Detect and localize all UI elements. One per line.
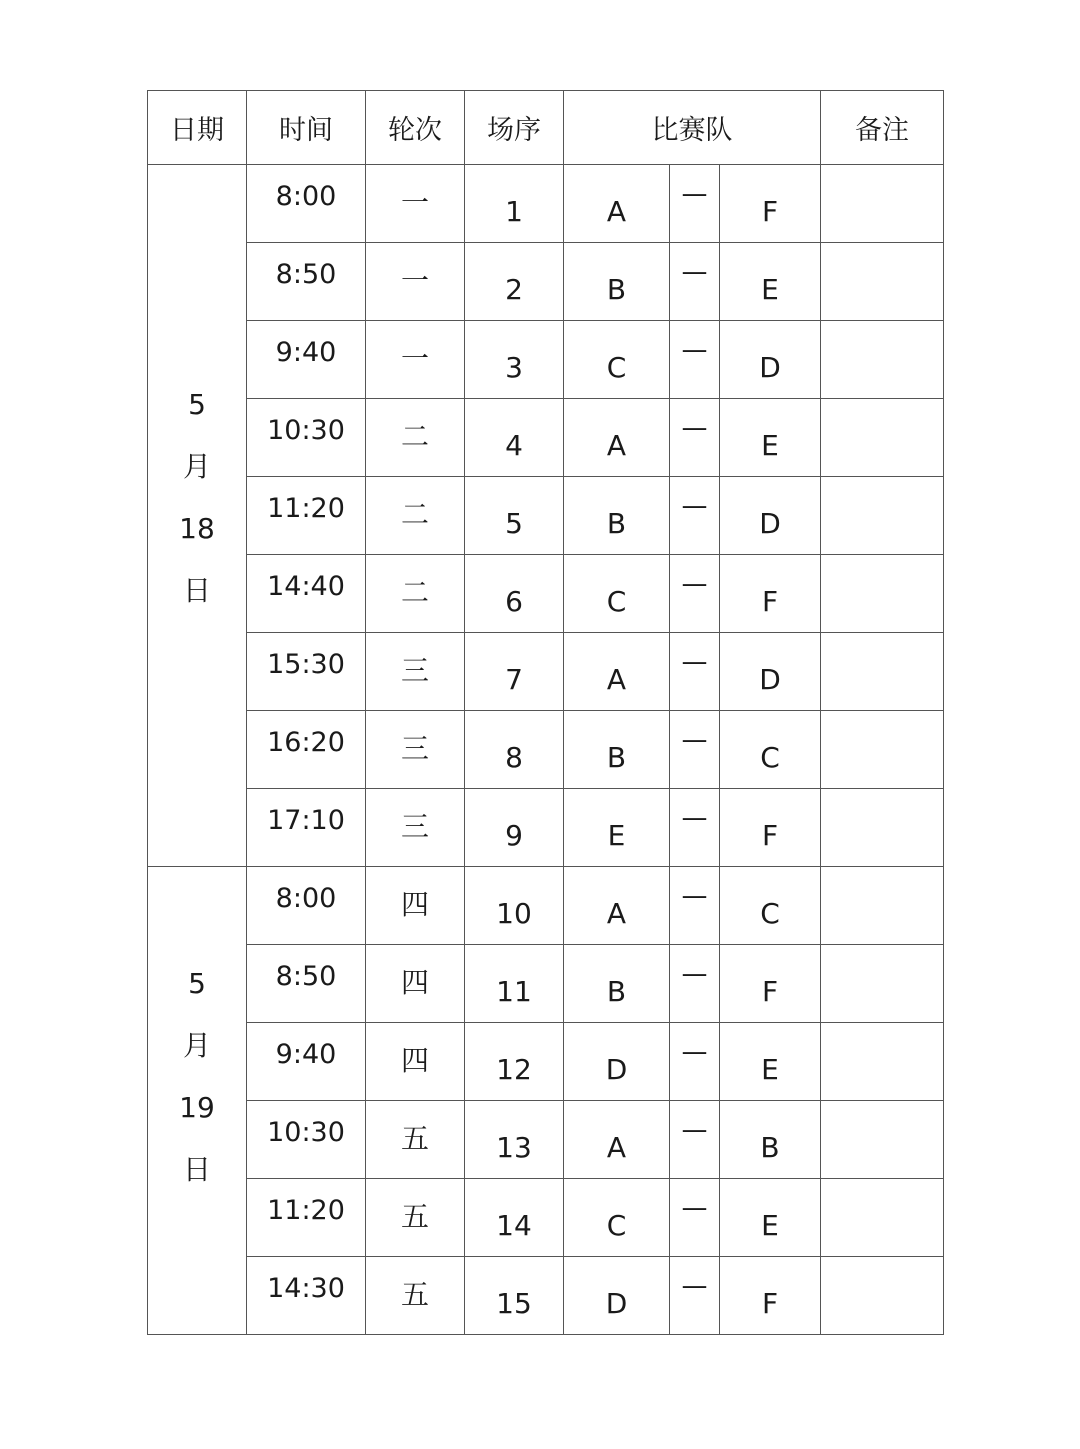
- time-cell: [247, 1101, 366, 1179]
- date-month: 5: [188, 966, 206, 1000]
- team-b-text: D: [759, 507, 781, 540]
- team-a-cell: [564, 945, 670, 1023]
- team-a-text: B: [606, 741, 627, 774]
- team-b-text: B: [760, 1131, 780, 1164]
- team-b-text: F: [761, 195, 779, 228]
- seq-text: 10: [496, 897, 532, 930]
- team-a-text: B: [606, 507, 627, 540]
- header-note: 备注: [821, 91, 944, 165]
- vs-dash-cell: [670, 477, 720, 555]
- seq-text: 7: [505, 663, 523, 696]
- table-row: [148, 1179, 944, 1257]
- time-text: 14:40: [267, 571, 345, 602]
- vs-dash-text: —: [681, 335, 708, 365]
- table-row: [148, 165, 944, 243]
- round-cell: [366, 633, 465, 711]
- date-day: 18: [179, 511, 215, 545]
- time-text: 8:00: [275, 181, 337, 212]
- time-text: 11:20: [267, 1195, 345, 1226]
- time-cell: [247, 321, 366, 399]
- round-text: 四: [400, 966, 429, 999]
- time-cell: [247, 867, 366, 945]
- team-b-cell: [720, 711, 821, 789]
- schedule-body: [148, 165, 944, 1335]
- team-b-cell: [720, 399, 821, 477]
- time-text: 11:20: [267, 493, 345, 524]
- vs-dash-cell: [670, 243, 720, 321]
- seq-cell: [465, 633, 564, 711]
- team-b-text: F: [761, 975, 779, 1008]
- date-month-char: 月: [182, 1028, 211, 1062]
- seq-text: 11: [496, 975, 532, 1008]
- time-cell: [247, 399, 366, 477]
- vs-dash-text: —: [681, 1115, 708, 1145]
- table-row: [148, 789, 944, 867]
- round-cell: [366, 789, 465, 867]
- seq-cell: [465, 1101, 564, 1179]
- team-b-cell: [720, 789, 821, 867]
- round-cell: [366, 1179, 465, 1257]
- date-cell: [148, 165, 247, 867]
- seq-text: 8: [505, 741, 523, 774]
- team-a-text: A: [606, 195, 627, 228]
- note-cell: [821, 1023, 944, 1101]
- time-cell: [247, 165, 366, 243]
- note-cell: [821, 945, 944, 1023]
- time-text: 8:50: [275, 259, 337, 290]
- time-cell: [247, 1257, 366, 1335]
- team-a-cell: [564, 555, 670, 633]
- round-cell: [366, 555, 465, 633]
- round-text: 五: [400, 1122, 429, 1155]
- vs-dash-cell: [670, 1257, 720, 1335]
- team-a-cell: [564, 1101, 670, 1179]
- table-row: [148, 555, 944, 633]
- seq-cell: [465, 321, 564, 399]
- team-a-text: C: [606, 585, 627, 618]
- time-text: 16:20: [267, 727, 345, 758]
- team-a-cell: [564, 633, 670, 711]
- round-text: 四: [400, 1044, 429, 1077]
- seq-text: 14: [496, 1209, 532, 1242]
- round-text: 三: [400, 810, 429, 843]
- vs-dash-cell: [670, 633, 720, 711]
- time-cell: [247, 789, 366, 867]
- note-cell: [821, 633, 944, 711]
- round-cell: [366, 477, 465, 555]
- team-a-text: D: [605, 1053, 628, 1086]
- seq-text: 9: [505, 819, 523, 852]
- seq-cell: [465, 1023, 564, 1101]
- time-cell: [247, 1179, 366, 1257]
- team-b-cell: [720, 243, 821, 321]
- team-a-text: A: [606, 1131, 627, 1164]
- team-a-cell: [564, 477, 670, 555]
- team-a-cell: [564, 1023, 670, 1101]
- match-schedule-table: [147, 90, 944, 1335]
- date-month: 5: [188, 387, 206, 421]
- time-cell: [247, 555, 366, 633]
- team-a-cell: [564, 789, 670, 867]
- seq-text: 13: [496, 1131, 532, 1164]
- vs-dash-cell: [670, 711, 720, 789]
- time-cell: [247, 243, 366, 321]
- round-text: 三: [400, 654, 429, 687]
- date-month-char: 月: [182, 449, 211, 483]
- round-cell: [366, 1257, 465, 1335]
- time-text: 8:50: [275, 961, 337, 992]
- vs-dash-text: —: [681, 1193, 708, 1223]
- vs-dash-cell: [670, 1101, 720, 1179]
- seq-cell: [465, 945, 564, 1023]
- vs-dash-text: —: [681, 725, 708, 755]
- round-cell: [366, 711, 465, 789]
- seq-text: 12: [496, 1053, 532, 1086]
- team-a-text: D: [605, 1287, 628, 1320]
- vs-dash-cell: [670, 165, 720, 243]
- team-b-text: C: [760, 741, 780, 774]
- note-cell: [821, 321, 944, 399]
- vs-dash-text: —: [681, 959, 708, 989]
- vs-dash-cell: [670, 321, 720, 399]
- table-row: [148, 1101, 944, 1179]
- table-row: [148, 867, 944, 945]
- team-a-text: E: [607, 819, 626, 852]
- table-row: [148, 945, 944, 1023]
- note-cell: [821, 867, 944, 945]
- time-text: 17:10: [267, 805, 345, 836]
- team-a-cell: [564, 243, 670, 321]
- header-date: 日期: [148, 91, 247, 165]
- vs-dash-text: —: [681, 257, 708, 287]
- team-b-cell: [720, 1179, 821, 1257]
- header-time: 时间: [247, 91, 366, 165]
- time-cell: [247, 945, 366, 1023]
- date-stack: [148, 962, 246, 1192]
- date-day-char: 日: [182, 573, 211, 607]
- note-cell: [821, 1179, 944, 1257]
- header-seq: 场序: [465, 91, 564, 165]
- round-text: 四: [400, 888, 429, 921]
- team-b-text: E: [761, 1053, 779, 1086]
- round-text: 一: [400, 342, 429, 375]
- vs-dash-text: —: [681, 569, 708, 599]
- seq-text: 1: [505, 195, 523, 228]
- vs-dash-text: —: [681, 647, 708, 677]
- vs-dash-text: —: [681, 1271, 708, 1301]
- seq-text: 15: [496, 1287, 532, 1320]
- round-text: 一: [400, 186, 429, 219]
- time-text: 8:00: [275, 883, 337, 914]
- table-row: [148, 711, 944, 789]
- team-b-text: F: [761, 1287, 779, 1320]
- seq-cell: [465, 165, 564, 243]
- vs-dash-text: —: [681, 803, 708, 833]
- vs-dash-cell: [670, 555, 720, 633]
- team-b-cell: [720, 321, 821, 399]
- round-cell: [366, 321, 465, 399]
- round-text: 二: [400, 498, 429, 531]
- time-cell: [247, 477, 366, 555]
- vs-dash-cell: [670, 399, 720, 477]
- team-b-text: C: [760, 897, 780, 930]
- table-row: [148, 1257, 944, 1335]
- time-cell: [247, 633, 366, 711]
- round-cell: [366, 399, 465, 477]
- team-a-text: B: [606, 273, 627, 306]
- time-text: 14:30: [267, 1273, 345, 1304]
- seq-cell: [465, 789, 564, 867]
- team-a-text: A: [606, 429, 627, 462]
- round-cell: [366, 165, 465, 243]
- date-stack: [148, 383, 246, 613]
- time-cell: [247, 711, 366, 789]
- note-cell: [821, 399, 944, 477]
- vs-dash-text: —: [681, 1037, 708, 1067]
- round-text: 二: [400, 420, 429, 453]
- seq-cell: [465, 477, 564, 555]
- time-text: 9:40: [275, 337, 337, 368]
- seq-cell: [465, 867, 564, 945]
- table-row: [148, 399, 944, 477]
- round-text: 三: [400, 732, 429, 765]
- date-day-char: 日: [182, 1152, 211, 1186]
- note-cell: [821, 1257, 944, 1335]
- team-b-cell: [720, 945, 821, 1023]
- round-cell: [366, 945, 465, 1023]
- team-a-cell: [564, 165, 670, 243]
- team-a-text: C: [606, 1209, 627, 1242]
- time-text: 9:40: [275, 1039, 337, 1070]
- round-cell: [366, 1023, 465, 1101]
- team-a-cell: [564, 1179, 670, 1257]
- header-teams: 比赛队: [564, 91, 821, 165]
- team-b-text: E: [761, 1209, 779, 1242]
- team-b-text: E: [761, 273, 779, 306]
- team-a-cell: [564, 711, 670, 789]
- team-b-cell: [720, 1257, 821, 1335]
- vs-dash-text: —: [681, 413, 708, 443]
- vs-dash-cell: [670, 789, 720, 867]
- round-text: 五: [400, 1278, 429, 1311]
- table-row: [148, 1023, 944, 1101]
- note-cell: [821, 1101, 944, 1179]
- round-cell: [366, 243, 465, 321]
- time-text: 10:30: [267, 1117, 345, 1148]
- seq-cell: [465, 243, 564, 321]
- round-text: 一: [400, 264, 429, 297]
- team-a-text: A: [606, 663, 627, 696]
- time-text: 10:30: [267, 415, 345, 446]
- team-a-cell: [564, 321, 670, 399]
- note-cell: [821, 555, 944, 633]
- vs-dash-cell: [670, 945, 720, 1023]
- seq-text: 6: [505, 585, 523, 618]
- team-b-cell: [720, 1101, 821, 1179]
- note-cell: [821, 477, 944, 555]
- seq-text: 3: [505, 351, 523, 384]
- team-b-cell: [720, 633, 821, 711]
- seq-cell: [465, 555, 564, 633]
- table-row: [148, 321, 944, 399]
- round-text: 五: [400, 1200, 429, 1233]
- team-b-cell: [720, 477, 821, 555]
- vs-dash-cell: [670, 867, 720, 945]
- round-cell: [366, 867, 465, 945]
- seq-text: 5: [505, 507, 523, 540]
- team-a-text: B: [606, 975, 627, 1008]
- seq-text: 4: [505, 429, 523, 462]
- table-row: [148, 477, 944, 555]
- time-cell: [247, 1023, 366, 1101]
- note-cell: [821, 711, 944, 789]
- team-a-cell: [564, 1257, 670, 1335]
- team-a-cell: [564, 867, 670, 945]
- round-text: 二: [400, 576, 429, 609]
- team-b-text: D: [759, 663, 781, 696]
- table-row: [148, 243, 944, 321]
- vs-dash-text: —: [681, 881, 708, 911]
- note-cell: [821, 243, 944, 321]
- header-row: [148, 91, 944, 165]
- round-cell: [366, 1101, 465, 1179]
- header-round: 轮次: [366, 91, 465, 165]
- team-a-text: A: [606, 897, 627, 930]
- team-a-cell: [564, 399, 670, 477]
- seq-cell: [465, 399, 564, 477]
- seq-cell: [465, 1257, 564, 1335]
- team-a-text: C: [606, 351, 627, 384]
- table-row: [148, 633, 944, 711]
- vs-dash-text: —: [681, 491, 708, 521]
- note-cell: [821, 789, 944, 867]
- team-b-text: D: [759, 351, 781, 384]
- date-day: 19: [179, 1090, 215, 1124]
- vs-dash-text: —: [681, 179, 708, 209]
- seq-cell: [465, 711, 564, 789]
- seq-text: 2: [505, 273, 523, 306]
- team-b-cell: [720, 867, 821, 945]
- note-cell: [821, 165, 944, 243]
- vs-dash-cell: [670, 1179, 720, 1257]
- team-b-text: F: [761, 819, 779, 852]
- seq-cell: [465, 1179, 564, 1257]
- team-b-text: E: [761, 429, 779, 462]
- vs-dash-cell: [670, 1023, 720, 1101]
- team-b-cell: [720, 165, 821, 243]
- time-text: 15:30: [267, 649, 345, 680]
- team-b-text: F: [761, 585, 779, 618]
- team-b-cell: [720, 1023, 821, 1101]
- date-cell: [148, 867, 247, 1335]
- team-b-cell: [720, 555, 821, 633]
